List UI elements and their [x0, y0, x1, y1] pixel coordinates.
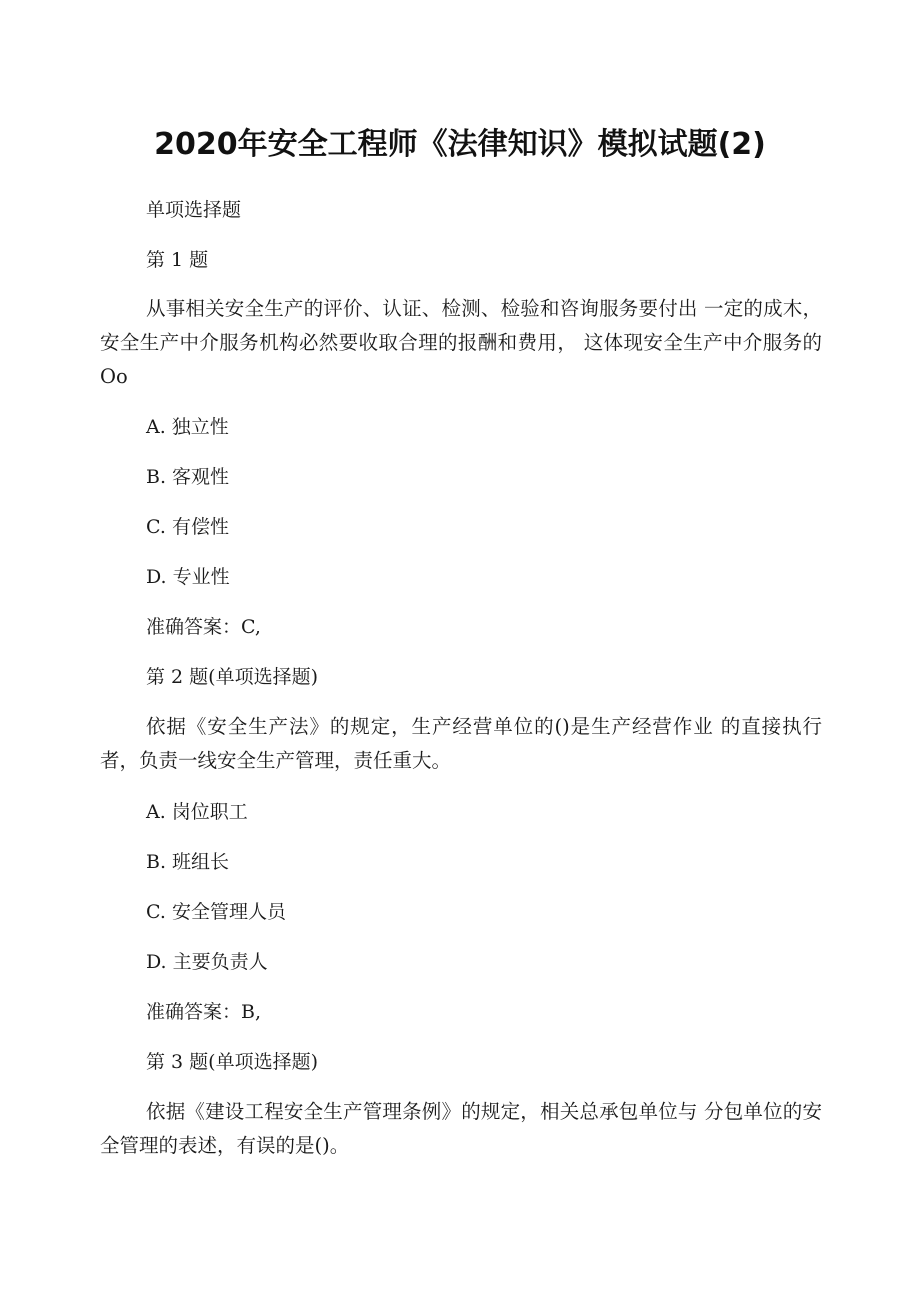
question-3-stem: 依据《建设工程安全生产管理条例》的规定，相关总承包单位与 分包单位的安全管理的表述，有误的是()。 — [100, 1100, 822, 1157]
question-1-option-a: A. 独立性 — [146, 416, 229, 438]
question-2-option-c: C. 安全管理人员 — [146, 901, 286, 923]
question-1-stem: 从事相关安全生产的评价、认证、检测、检验和咨询服务要付出 一定的成木，安全生产中介服务机构必然要收取合理的报酬和费用， 这体现安全生产中介服务的 Oo — [100, 297, 822, 388]
question-2-heading: 第 2 题(单项选择题) — [146, 666, 318, 688]
question-1-option-c: C. 有偿性 — [146, 516, 229, 538]
question-1-answer: 准确答案：C, — [146, 616, 261, 638]
question-1-option-b: B. 客观性 — [146, 466, 230, 488]
question-2-answer: 准确答案：B, — [146, 1001, 262, 1023]
document-title: 2020年安全工程师《法律知识》模拟试题(2) — [154, 127, 766, 162]
question-1-option-d: D. 专业性 — [146, 566, 230, 588]
question-1-heading: 第 1 题 — [146, 249, 209, 271]
question-3-heading: 第 3 题(单项选择题) — [146, 1051, 318, 1073]
question-2-option-d: D. 主要负责人 — [146, 951, 268, 973]
question-2-stem: 依据《安全生产法》的规定，生产经营单位的()是生产经营作业 的直接执行者，负责一线安全生产管理，责任重大。 — [100, 715, 822, 772]
section-heading: 单项选择题 — [146, 199, 242, 221]
question-2-option-a: A. 岗位职工 — [146, 801, 248, 823]
question-2-option-b: B. 班组长 — [146, 851, 230, 873]
